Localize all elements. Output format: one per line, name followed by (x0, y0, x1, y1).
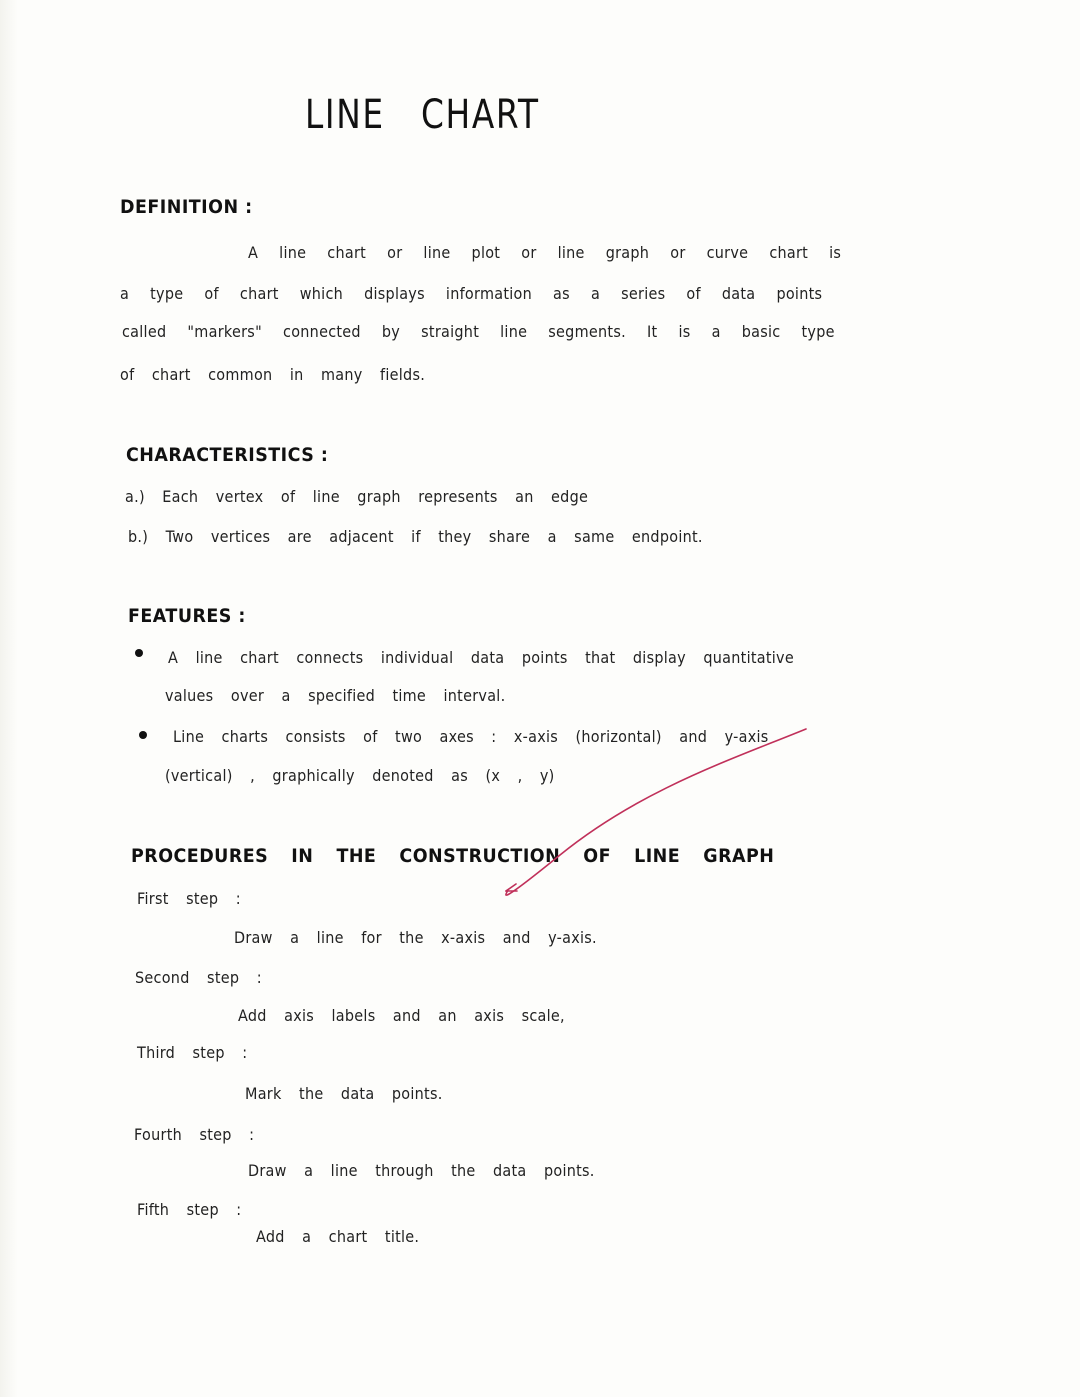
step-2-label: Second step : (135, 968, 262, 987)
procedures-heading: PROCEDURES IN THE CONSTRUCTION OF LINE GRAPH (131, 845, 775, 867)
characteristic-item-b: b.) Two vertices are adjacent if they share a same endpoint. (128, 527, 703, 546)
definition-line-2: a type of chart which displays information as a series of data points (120, 284, 823, 303)
step-5-text: Add a chart title. (256, 1227, 420, 1246)
step-1-label: First step : (137, 889, 241, 908)
title-word-line: LINE (305, 92, 385, 138)
feature-item-1-line-2: values over a specified time interval. (165, 686, 506, 705)
features-heading: FEATURES : (128, 605, 246, 627)
step-3-label: Third step : (137, 1043, 248, 1062)
definition-line-4: of chart common in many fields. (120, 365, 426, 384)
characteristics-heading: CHARACTERISTICS : (126, 444, 329, 466)
page-edge-shadow (0, 0, 18, 1397)
definition-line-3: called "markers" connected by straight line segments. It is a basic type (122, 322, 835, 341)
definition-line-1: A line chart or line plot or line graph or curve chart is (248, 243, 842, 262)
step-2-text: Add axis labels and an axis scale, (238, 1006, 565, 1025)
step-4-label: Fourth step : (134, 1125, 255, 1144)
step-4-text: Draw a line through the data points. (248, 1161, 595, 1180)
page-title (305, 92, 540, 138)
step-5-label: Fifth step : (137, 1200, 242, 1219)
characteristic-item-a: a.) Each vertex of line graph represents an edge (125, 487, 589, 506)
definition-heading: DEFINITION : (120, 196, 253, 218)
feature-item-2-line-1: Line charts consists of two axes : x-axis (horizontal) and y-axis (173, 727, 769, 746)
bullet-icon (135, 649, 143, 657)
title-word-chart: CHART (420, 92, 540, 138)
feature-item-1-line-1: A line chart connects individual data points that display quantitative (168, 648, 794, 667)
bullet-icon (139, 731, 147, 739)
step-1-text: Draw a line for the x-axis and y-axis. (234, 928, 597, 947)
step-3-text: Mark the data points. (245, 1084, 443, 1103)
feature-item-2-line-2: (vertical) , graphically denoted as (x , y) (165, 766, 555, 785)
